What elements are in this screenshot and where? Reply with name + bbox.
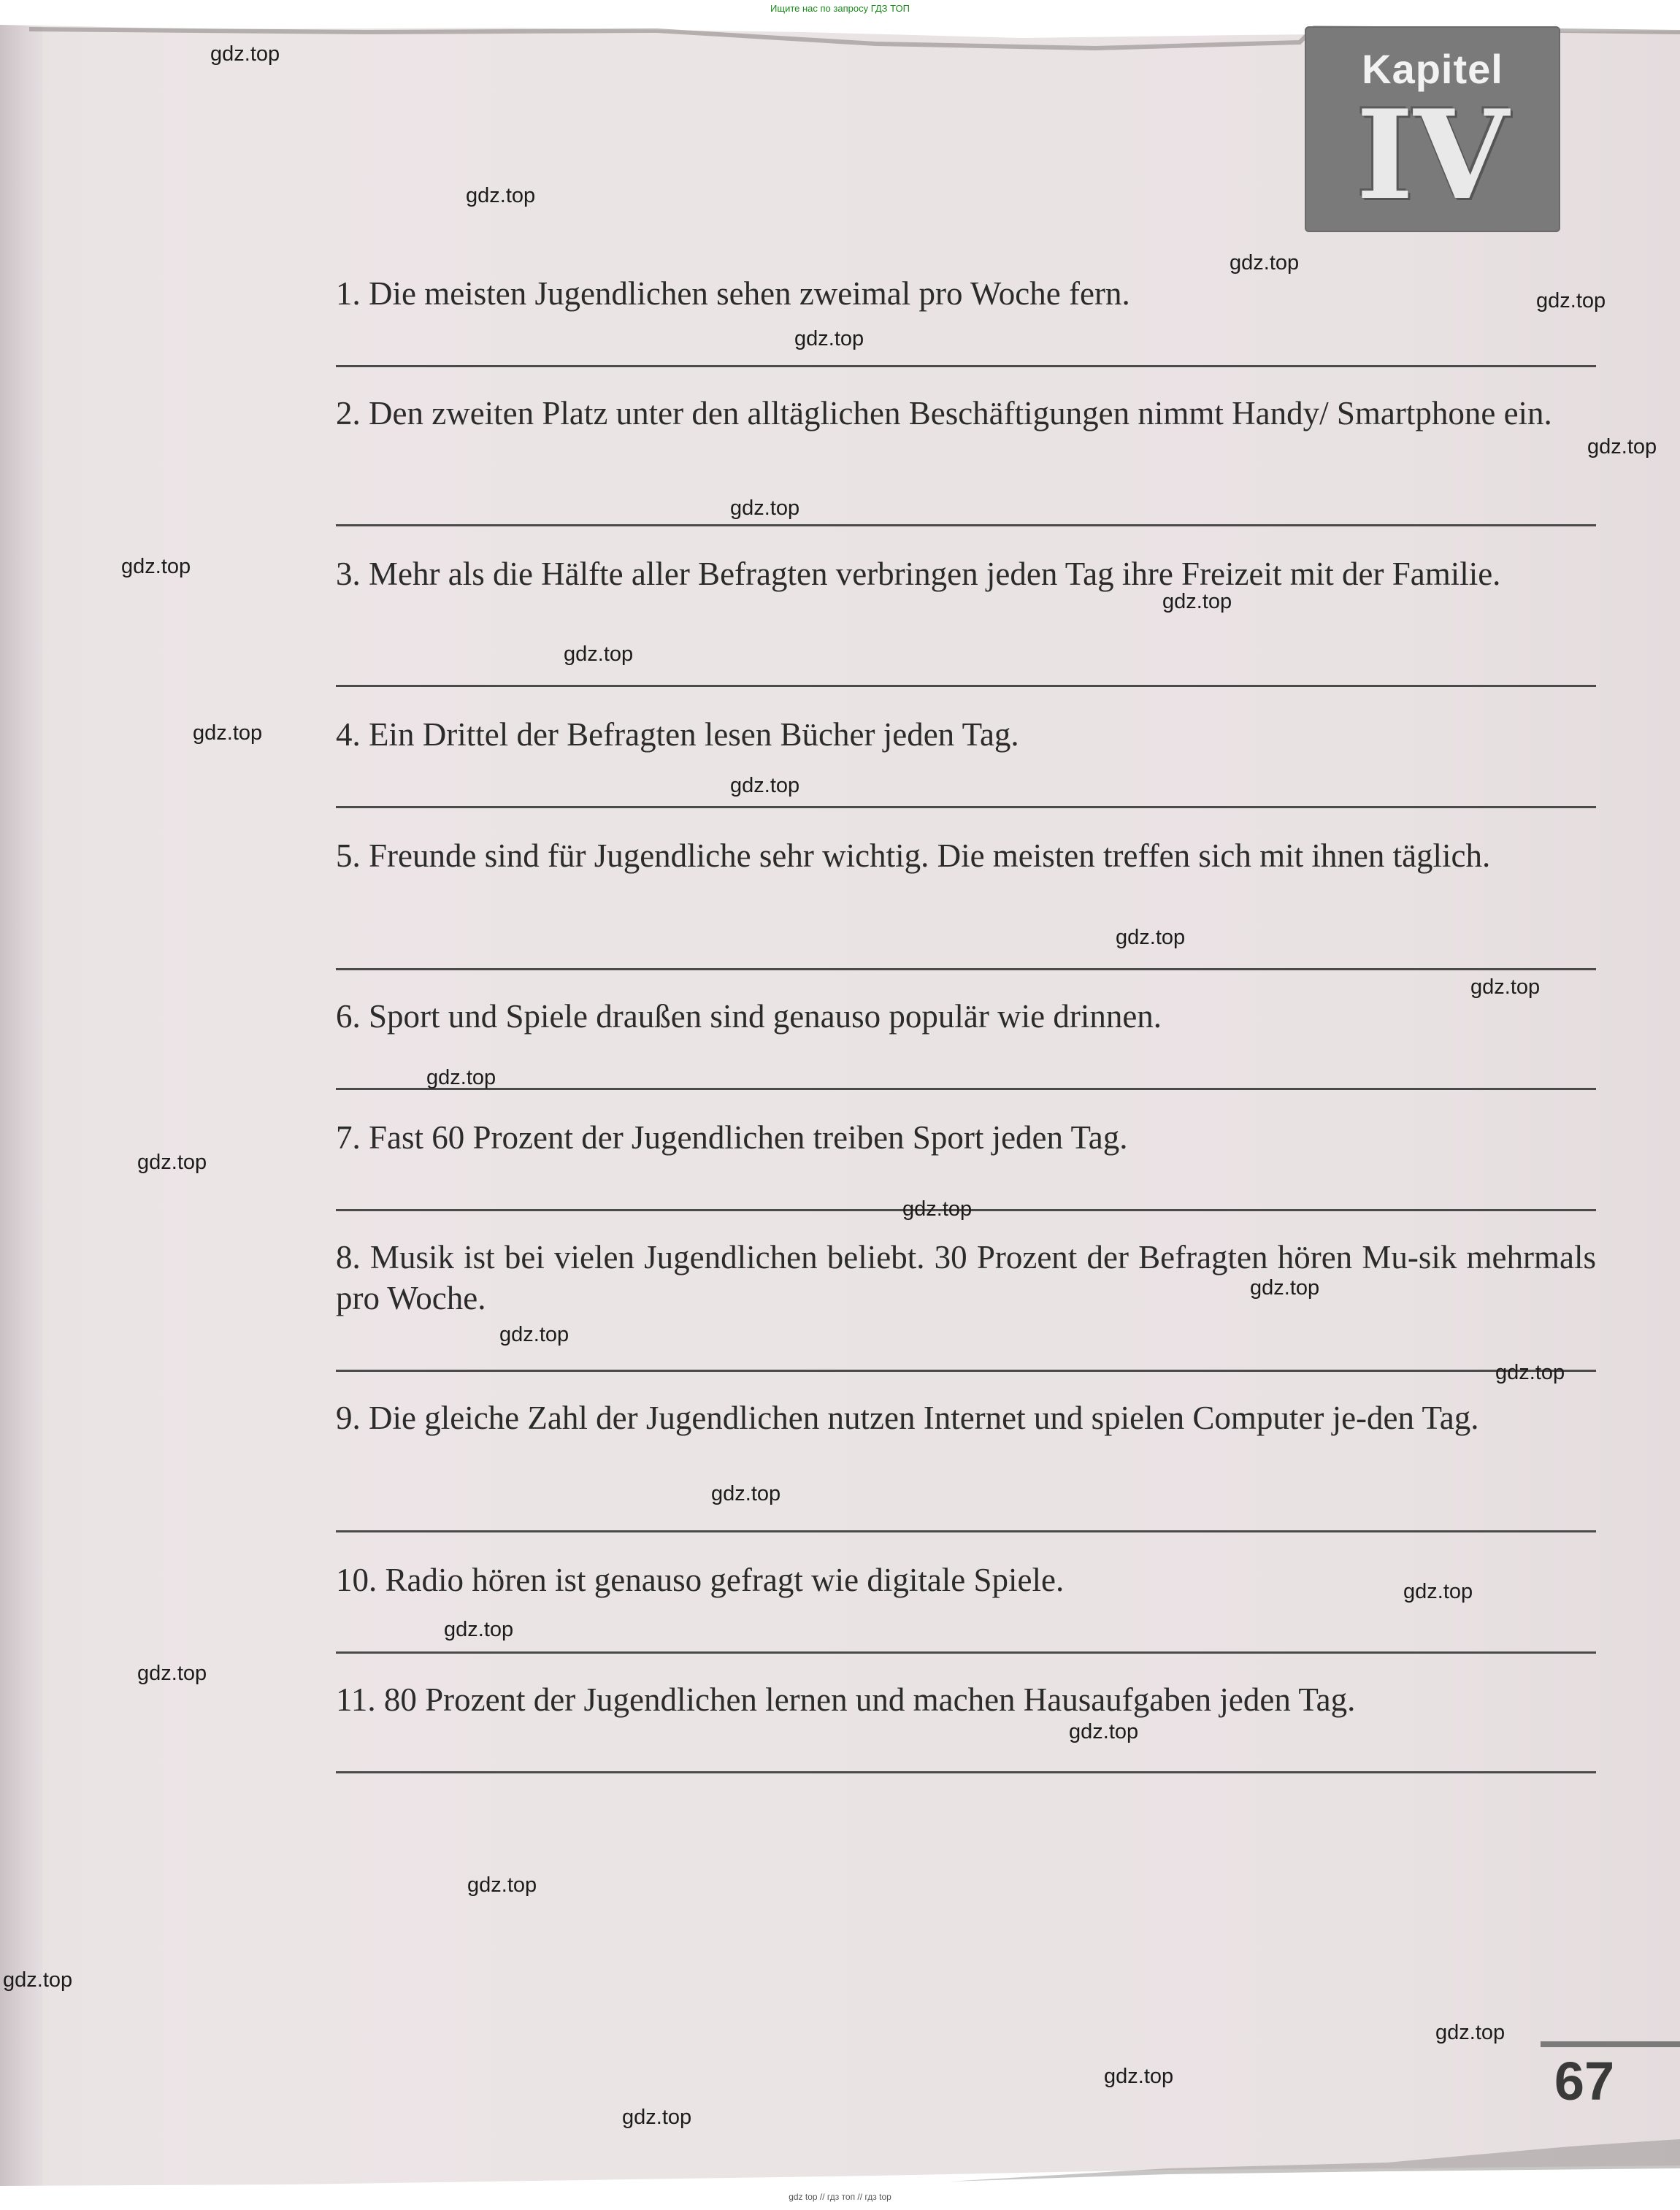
watermark: gdz.top bbox=[1587, 435, 1657, 459]
watermark: gdz.top bbox=[1495, 1361, 1565, 1384]
answer-line[interactable] bbox=[336, 1771, 1596, 1773]
answer-line[interactable] bbox=[336, 806, 1596, 808]
answer-line[interactable] bbox=[336, 1651, 1596, 1654]
watermark: gdz.top bbox=[121, 555, 191, 578]
exercise-item: 3. Mehr als die Hälfte aller Befragten verbringen jeden Tag ihre Freizeit mit der Familie. bbox=[336, 556, 1501, 592]
answer-line[interactable] bbox=[336, 1530, 1596, 1532]
chapter-label: Kapitel bbox=[1362, 46, 1503, 92]
watermark: gdz.top bbox=[564, 642, 634, 666]
answer-line[interactable] bbox=[336, 968, 1596, 970]
watermark: gdz.top bbox=[466, 184, 536, 207]
watermark: gdz.top bbox=[444, 1618, 514, 1641]
watermark: gdz.top bbox=[3, 1968, 73, 1992]
page-number-bar bbox=[1541, 2041, 1680, 2047]
watermark: gdz.top bbox=[1536, 289, 1606, 312]
watermark: gdz.top bbox=[1116, 926, 1186, 949]
watermark: gdz.top bbox=[499, 1323, 569, 1346]
watermark: gdz.top bbox=[711, 1482, 781, 1505]
watermark: gdz.top bbox=[1250, 1276, 1320, 1300]
exercise-item: 8. Musik ist bei vielen Jugendlichen beliebt. 30 Prozent der Befragten hören Mu-sik mehrmals pro Woche. bbox=[336, 1239, 1596, 1316]
chapter-number: IV bbox=[1356, 83, 1509, 227]
watermark: gdz.top bbox=[193, 721, 263, 745]
watermark: gdz.top bbox=[1162, 590, 1232, 613]
exercise-item: 5. Freunde sind für Jugendliche sehr wichtig. Die meisten treffen sich mit ihnen täglich. bbox=[336, 837, 1491, 874]
watermark: gdz.top bbox=[1104, 2065, 1174, 2088]
answer-line[interactable] bbox=[336, 365, 1596, 367]
chapter-badge bbox=[1305, 26, 1560, 232]
exercise-item: 7. Fast 60 Prozent der Jugendlichen treiben Sport jeden Tag. bbox=[336, 1119, 1128, 1156]
exercise-item: 4. Ein Drittel der Befragten lesen Bücher jeden Tag. bbox=[336, 716, 1019, 753]
watermark: gdz.top bbox=[467, 1873, 537, 1897]
watermark: gdz.top bbox=[622, 2106, 692, 2129]
answer-line[interactable] bbox=[336, 1370, 1596, 1372]
watermark: gdz.top bbox=[794, 327, 864, 350]
watermark: gdz.top bbox=[1403, 1580, 1473, 1603]
watermark: gdz.top bbox=[1230, 251, 1300, 275]
exercise-item: 10. Radio hören ist genauso gefragt wie digitale Spiele. bbox=[336, 1562, 1065, 1598]
top-search-note: Ищите нас по запросу ГДЗ ТОП bbox=[770, 3, 910, 14]
watermark: gdz.top bbox=[426, 1066, 496, 1089]
watermark: gdz.top bbox=[1470, 975, 1541, 999]
watermark: gdz.top bbox=[137, 1151, 207, 1174]
exercise-item: 6. Sport und Spiele draußen sind genauso populär wie drinnen. bbox=[336, 998, 1162, 1035]
watermark: gdz.top bbox=[730, 496, 800, 520]
watermark: gdz.top bbox=[1435, 2021, 1506, 2044]
footer-note: gdz top // гдз топ // гдз top bbox=[789, 2192, 891, 2202]
answer-line[interactable] bbox=[336, 685, 1596, 687]
book-spine-shadow bbox=[0, 25, 42, 2186]
watermark: gdz.top bbox=[730, 774, 800, 797]
torn-bottom-edge bbox=[0, 2117, 1680, 2198]
exercise-item: 11. 80 Prozent der Jugendlichen lernen und machen Hausaufgaben jeden Tag. bbox=[336, 1681, 1356, 1718]
exercise-item: 2. Den zweiten Platz unter den alltäglichen Beschäftigungen nimmt Handy/ Smartphone ein. bbox=[336, 395, 1552, 431]
answer-line[interactable] bbox=[336, 1088, 1596, 1090]
answer-line[interactable] bbox=[336, 524, 1596, 526]
watermark: gdz.top bbox=[1069, 1720, 1139, 1743]
exercise-item: 1. Die meisten Jugendlichen sehen zweimal pro Woche fern. bbox=[336, 275, 1130, 312]
watermark: gdz.top bbox=[210, 42, 280, 66]
watermark: gdz.top bbox=[137, 1662, 207, 1685]
page-number: 67 bbox=[1554, 2051, 1615, 2111]
watermark: gdz.top bbox=[902, 1197, 973, 1221]
exercise-item: 9. Die gleiche Zahl der Jugendlichen nutzen Internet und spielen Computer je-den Tag. bbox=[336, 1400, 1479, 1436]
